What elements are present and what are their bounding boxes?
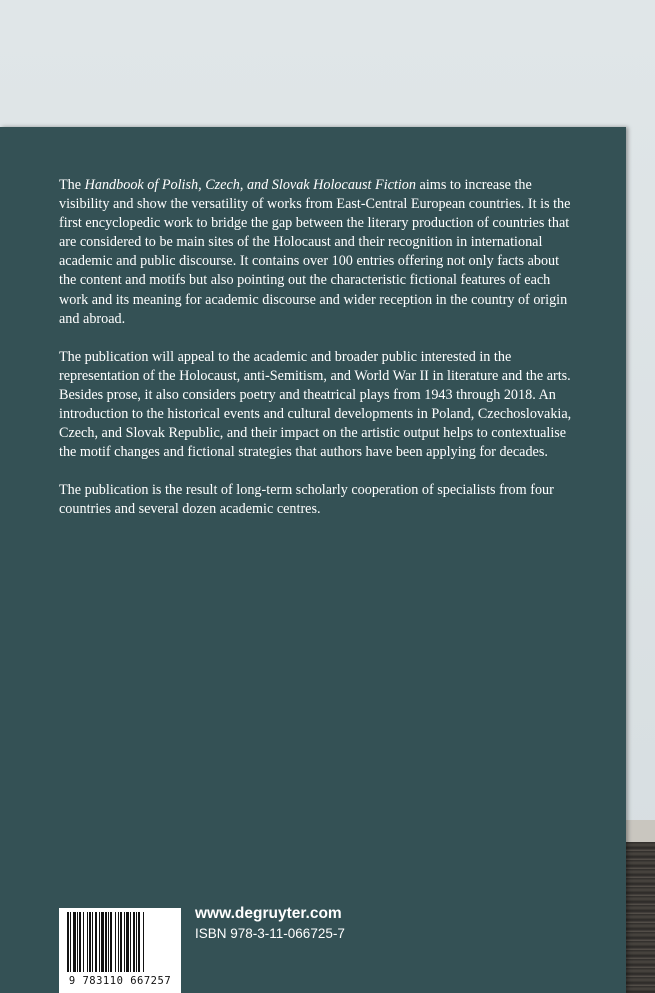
barcode-bar: [99, 912, 100, 972]
barcode-bar: [101, 912, 104, 972]
barcode-bar: [83, 912, 84, 972]
barcode-bar: [115, 912, 116, 972]
barcode-bar: [138, 912, 140, 972]
barcode-bar: [108, 912, 109, 972]
barcode-bar: [118, 912, 119, 972]
barcode-bar: [92, 912, 93, 972]
barcode-bar: [136, 912, 137, 972]
blurb-paragraph-1: [59, 176, 574, 329]
barcode-bar: [79, 912, 81, 972]
adjacent-book-texture: [626, 842, 655, 993]
blurb-p1-body: aims to increase the visibility and show the versatility of works from East-Central European countries. It is the first encyclopedic work to bridge the gap between the literary production of countries that are considered to be main sites of the Holocaust and their recognition in international academic and public discourse. It contains over 100 entries offering not only facts about the content and motifs but also pointing out the characteristic fictional features of each work and its meaning for academic discourse and wider reception in the country of origin and abroad.: [59, 177, 571, 327]
barcode-bar: [105, 912, 107, 972]
barcode-bar: [73, 912, 76, 972]
barcode-bar: [77, 912, 78, 972]
barcode-bar: [143, 912, 144, 972]
barcode-bar: [126, 912, 129, 972]
isbn-barcode: [59, 908, 181, 993]
barcode-bar: [87, 912, 88, 972]
blurb-paragraph-2: The publication will appeal to the academic and broader public interested in the representation of the Holocaust, anti-Semitism, and World War II in literature and the arts. Besides prose, it also considers poetry and theatrical plays from 1943 through 2018. An introduction to the historical events and cultural developments in Poland, Czechoslovakia, Czech, and Slovak Republic, and their impact on the artistic output helps to contextualise the motif changes and fictional strategies that authors have been applying for decades.: [59, 348, 572, 461]
barcode-bar: [130, 912, 131, 972]
publisher-website[interactable]: www.degruyter.com: [195, 905, 342, 922]
barcode-bar: [70, 912, 71, 972]
barcode-bar: [124, 912, 125, 972]
barcode-bar: [110, 912, 112, 972]
barcode-bar: [95, 912, 97, 972]
barcode-digits: 9 783110 667257: [68, 975, 172, 987]
barcode-bar: [89, 912, 91, 972]
isbn-number: ISBN 978-3-11-066725-7: [195, 926, 345, 941]
blurb-text: [59, 176, 574, 539]
blurb-paragraph-3: The publication is the result of long-term scholarly cooperation of specialists from four countries and several dozen academic centres.: [59, 482, 554, 518]
barcode-bar: [120, 912, 122, 972]
barcode-bar: [67, 912, 69, 972]
adjacent-book-edge: [626, 820, 655, 993]
blurb-p1-lead: The: [59, 177, 85, 193]
barcode-bar: [133, 912, 135, 972]
book-title-italic: Handbook of Polish, Czech, and Slovak Holocaust Fiction: [84, 177, 416, 193]
barcode-bars: [65, 912, 175, 974]
